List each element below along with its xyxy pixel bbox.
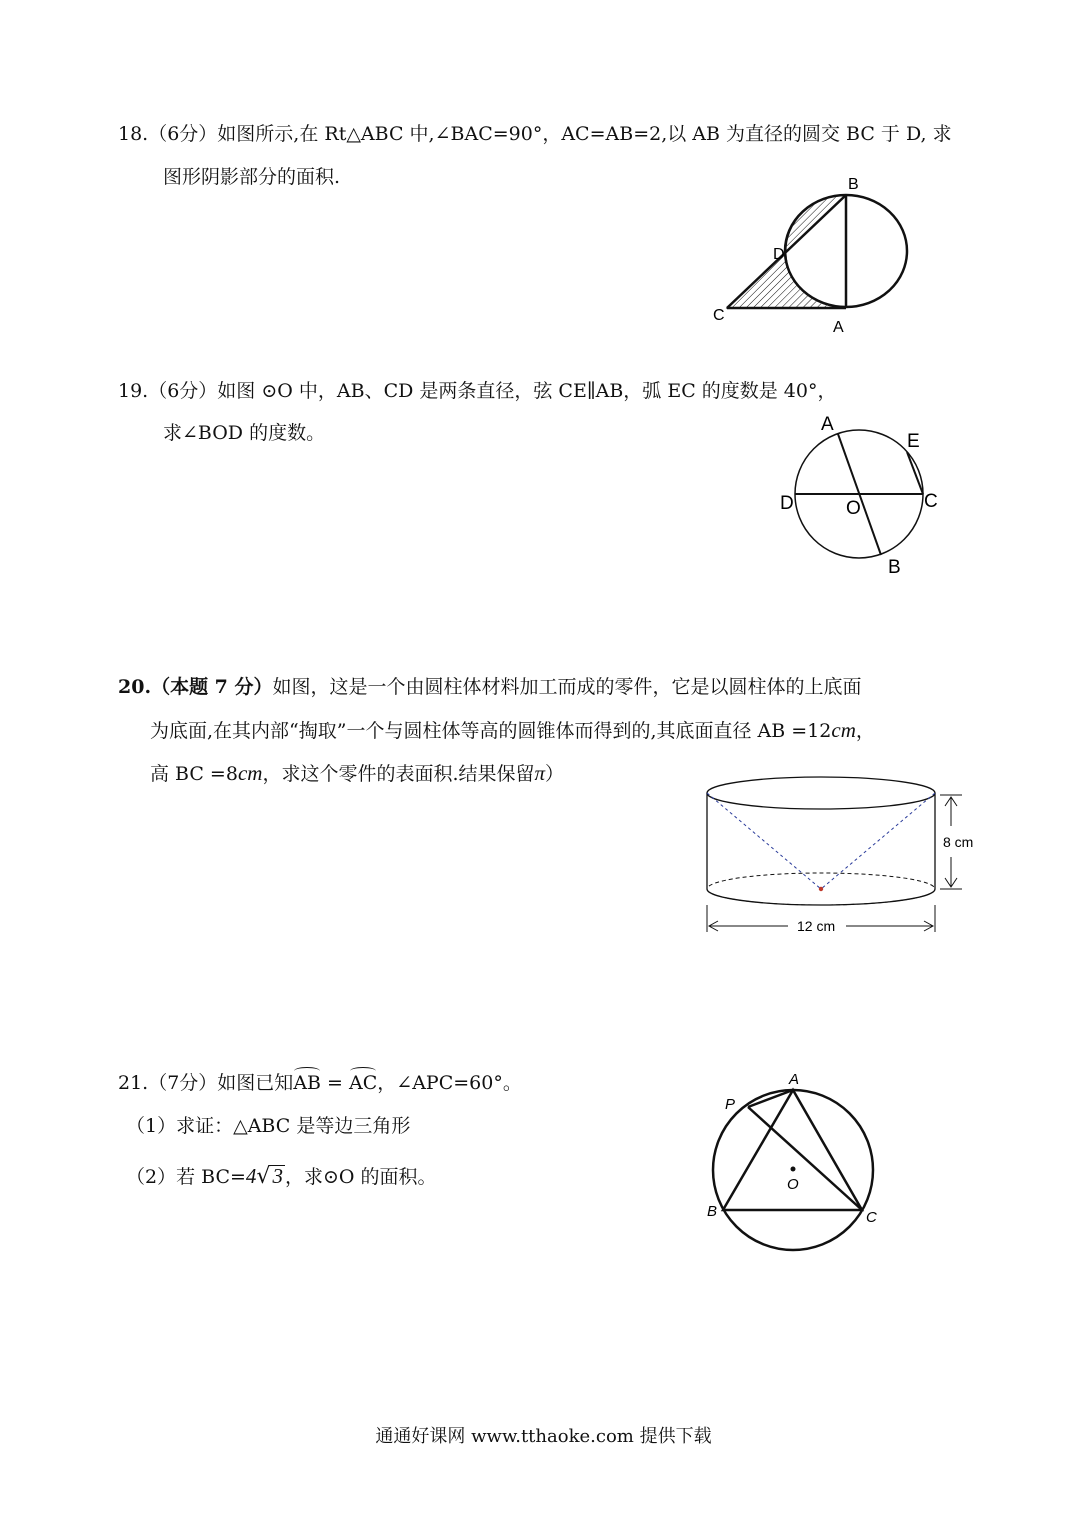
q20-line3-pre: 高 BC =8: [150, 763, 238, 785]
q20-line1-rest: 如图，这是一个由圆柱体材料加工而成的零件，它是以圆柱体的上底面: [272, 676, 862, 698]
q21-label-a: A: [789, 1071, 800, 1088]
q18-label-b: B: [848, 176, 859, 193]
q21-arc-ac: AC: [349, 1072, 378, 1094]
q18-label-a: A: [833, 319, 844, 336]
q19-line2: 求∠BOD 的度数。: [163, 422, 326, 444]
q21-line1: [118, 1070, 522, 1096]
q20-line3: [150, 760, 564, 787]
q20-height-label: 8 cm: [943, 834, 974, 850]
q18-label-c: C: [713, 307, 725, 324]
q21-arc-ab: AB: [293, 1072, 321, 1094]
q20-unit-2: cm: [237, 761, 263, 785]
q19-figure: [775, 410, 950, 580]
q20-line3-post: ，求这个零件的表面积.结果保留: [262, 763, 535, 785]
q21-part2-pre: （2）若 BC=: [126, 1166, 246, 1188]
footer-source: 通通好课网 www.tthaoke.com 提供下载: [375, 1426, 712, 1447]
q20-number: 20.: [118, 676, 152, 698]
q18-line1: 18.（6分）如图所示,在 Rt△ABC 中,∠BAC=90°，AC=AB=2,以 AB 为直径的圆交 BC 于 D, 求: [118, 123, 952, 145]
q21-part2-post: ，求⊙O 的面积。: [284, 1166, 437, 1188]
q20-apex-dot: [819, 887, 823, 891]
q21-pc: [748, 1107, 862, 1210]
q21-part2: （2）若 BC=4√3 ，求⊙O 的面积。: [126, 1164, 437, 1189]
q20-close: ）: [545, 763, 565, 785]
q20-width-label: 12 cm: [797, 918, 836, 934]
q21-label-c: C: [866, 1209, 877, 1226]
q19-label-e: E: [907, 431, 920, 452]
q20-pi: π: [534, 761, 546, 785]
q19-label-o: O: [846, 498, 861, 519]
q19-label-a: A: [821, 414, 834, 435]
q21-label-o: O: [787, 1176, 799, 1193]
q20-line2-post: ，: [855, 720, 875, 742]
q19-label-d: D: [780, 493, 794, 514]
q21-label-p: P: [725, 1096, 736, 1113]
q21-figure: [700, 1065, 890, 1260]
q18-line2: 图形阴影部分的面积.: [163, 166, 341, 188]
q20-unit-1: cm: [831, 718, 856, 742]
q20-line2-pre: 为底面,在其内部“掏取”一个与圆柱体等高的圆锥体而得到的,其底面直径 AB =12: [150, 720, 832, 742]
q18-figure: [700, 170, 930, 340]
q21-line1-pre: 21.（7分）如图已知: [118, 1072, 294, 1094]
q20-line1: [118, 674, 862, 700]
q21-part1: （1）求证：△ABC 是等边三角形: [126, 1115, 411, 1137]
q19-ce: [907, 452, 923, 494]
q20-top-ellipse: [707, 777, 935, 809]
q21-line1-post: ，∠APC=60°。: [377, 1072, 522, 1094]
q21-label-b: B: [707, 1203, 718, 1220]
q20-figure: [700, 770, 990, 940]
q21-center-dot: [791, 1167, 796, 1172]
q18-label-d: D: [773, 246, 785, 263]
q20-bottom-front-arc: [707, 889, 935, 905]
q21-eq: =: [327, 1072, 343, 1094]
q20-head: （本题 7 分）: [151, 676, 273, 698]
q19-label-c: C: [924, 491, 938, 512]
q20-line2: [150, 717, 875, 744]
q19-label-b: B: [888, 557, 901, 578]
q19-line1: 19.（6分）如图 ⊙O 中，AB、CD 是两条直径，弦 CE∥AB，弧 EC 的度数是 40°，: [118, 380, 837, 402]
q21-radical: 3: [272, 1164, 283, 1188]
q21-coef: 4: [245, 1164, 257, 1188]
